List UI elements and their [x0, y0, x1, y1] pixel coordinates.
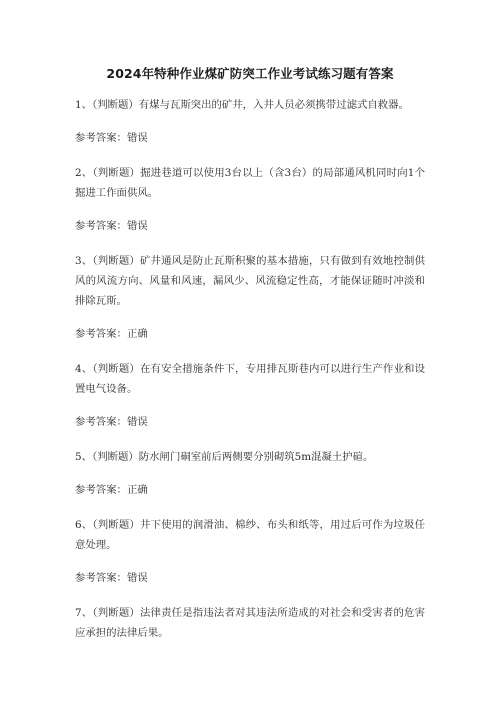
question-type: （判断题）	[92, 519, 140, 531]
question-body: 井下使用的润滑油、棉纱、布头和纸等，用过后可作为垃圾任意处理。	[75, 519, 425, 551]
question-type: （判断题）	[92, 363, 140, 375]
answer-value: 错误	[126, 220, 148, 232]
question-item-6	[75, 515, 425, 588]
question-type: （判断题）	[92, 167, 141, 179]
answer-label: 参考答案：	[75, 328, 127, 340]
question-item-2	[75, 163, 425, 236]
answer-value: 错误	[126, 572, 148, 584]
answer-label: 参考答案：	[75, 220, 127, 232]
question-type: （判断题）	[92, 451, 139, 463]
answer-line	[75, 324, 425, 344]
answer-value: 正确	[126, 328, 148, 340]
question-body: 矿井通风是防止瓦斯积聚的基本措施，只有做到有效地控制供风的风流方向、风量和风速，漏风少、风流稳定性高，才能保证随时冲淡和排除瓦斯。	[75, 255, 425, 307]
question-item-1	[75, 95, 425, 148]
answer-value: 正确	[126, 484, 148, 496]
document-title: 2024年特种作业煤矿防突工作业考试练习题有答案	[106, 66, 394, 81]
answer-line	[75, 480, 425, 500]
question-text	[75, 251, 425, 311]
question-text	[75, 515, 425, 555]
answer-line	[75, 128, 425, 148]
question-item-3	[75, 251, 425, 344]
question-type: （判断题）	[92, 255, 140, 267]
question-text	[75, 95, 425, 115]
question-text	[75, 447, 425, 467]
answer-label: 参考答案：	[75, 572, 127, 584]
question-text	[75, 359, 425, 399]
question-number: 4、	[75, 363, 93, 375]
question-list	[75, 95, 425, 643]
question-number: 5、	[75, 451, 93, 463]
question-number: 7、	[75, 607, 93, 619]
question-number: 6、	[75, 519, 93, 531]
question-number: 1、	[75, 99, 93, 111]
question-type: （判断题）	[92, 99, 139, 111]
answer-line	[75, 216, 425, 236]
question-number: 2、	[75, 167, 93, 179]
answer-line	[75, 568, 425, 588]
answer-label: 参考答案：	[75, 132, 127, 144]
question-body: 在有安全措施条件下，专用排瓦斯巷内可以进行生产作业和设置电气设备。	[75, 363, 425, 395]
question-text	[75, 163, 425, 203]
question-body: 有煤与瓦斯突出的矿井，入井人员必须携带过滤式自救器。	[138, 99, 409, 111]
answer-line	[75, 412, 425, 432]
question-item-4	[75, 359, 425, 432]
question-body: 法律责任是指违法者对其违法所造成的对社会和受害者的危害应承担的法律后果。	[75, 607, 425, 639]
question-body: 掘进巷道可以使用3台以上（含3台）的局部通风机同时向1个掘进工作面供风。	[75, 167, 425, 199]
answer-value: 错误	[126, 416, 148, 428]
question-item-5	[75, 447, 425, 500]
question-text	[75, 603, 425, 643]
answer-label: 参考答案：	[75, 484, 127, 496]
question-body: 防水闸门硐室前后两侧要分别砌筑5m混凝土护碹。	[138, 451, 374, 463]
question-type: （判断题）	[92, 607, 140, 619]
question-item-7	[75, 603, 425, 643]
question-number: 3、	[75, 255, 93, 267]
answer-value: 错误	[126, 132, 148, 144]
answer-label: 参考答案：	[75, 416, 127, 428]
